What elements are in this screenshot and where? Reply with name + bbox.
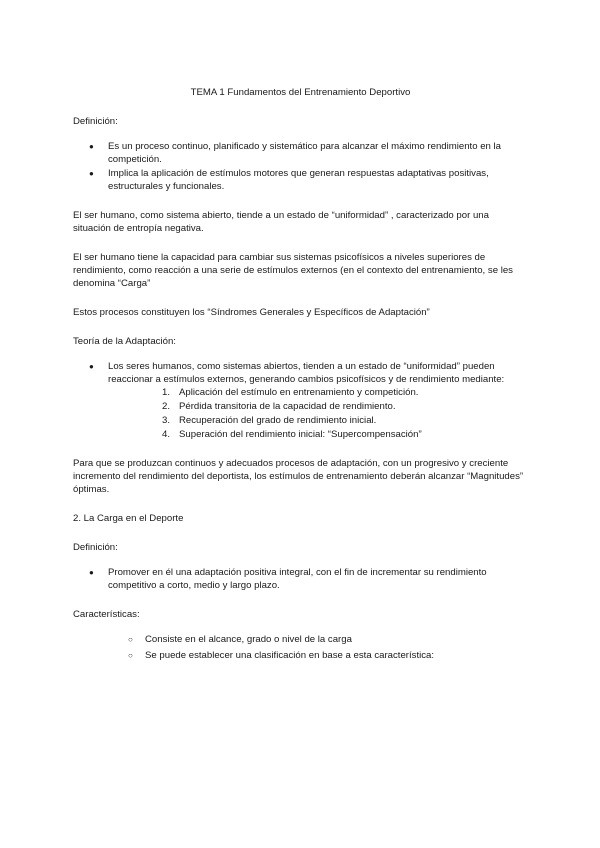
paragraph-magnitudes: Para que se produzcan continuos y adecuados procesos de adaptación, con un progresivo y creciente incremento del rendimiento del deportista, los estímulos de entrenamiento deberán alcanzar “Magnitudes” óptimas.: [73, 458, 524, 495]
numbered-item: [108, 400, 528, 413]
numbered-item: [108, 428, 528, 441]
paragraph-syndromes: Estos procesos constituyen los “Síndromes Generales y Específicos de Adaptación”: [73, 307, 430, 318]
step-text: Aplicación del estímulo en entrenamiento y competición.: [179, 387, 419, 398]
characteristics-heading: Características:: [73, 609, 140, 620]
bullet-icon: ●: [89, 362, 94, 371]
carga-definition-list: [73, 566, 528, 592]
theory-list: [73, 360, 528, 441]
step-number: 3.: [162, 415, 171, 426]
step-text: Superación del rendimiento inicial: “Supercompensación”: [179, 429, 422, 440]
list-item-text: Implica la aplicación de estímulos motores que generan respuestas adaptativas positivas, estructurales y funcionales.: [108, 168, 489, 192]
list-item-text: Consiste en el alcance, grado o nivel de la carga: [145, 634, 352, 645]
list-item-text: Los seres humanos, como sistemas abiertos, tienden a un estado de “uniformidad” pueden reaccionar a estímulos externos, generando cambios psicofísicos y de rendimiento mediante:: [108, 361, 505, 385]
step-number: 2.: [162, 401, 171, 412]
theory-steps: [108, 386, 528, 441]
circle-bullet-icon: ○: [128, 651, 133, 660]
document-page: [73, 86, 528, 665]
step-text: Pérdida transitoria de la capacidad de rendimiento.: [179, 401, 396, 412]
bullet-icon: ●: [89, 142, 94, 151]
list-item: [73, 633, 528, 646]
definition-list: [73, 140, 528, 193]
theory-heading: Teoría de la Adaptación:: [73, 336, 176, 347]
section-heading-carga: 2. La Carga en el Deporte: [73, 513, 184, 524]
step-number: 1.: [162, 387, 171, 398]
list-item: [73, 649, 528, 662]
paragraph-capacity: El ser humano tiene la capacidad para cambiar sus sistemas psicofísicos a niveles superiores de rendimiento, como reacción a una serie de estímulos externos (en el contexto del entrenamiento, se les denomina “Carga”: [73, 252, 513, 289]
definition-heading: Definición:: [73, 116, 118, 127]
definition-heading-carga: Definición:: [73, 542, 118, 553]
list-item-text: Se puede establecer una clasificación en base a esta característica:: [145, 650, 435, 661]
document-title: TEMA 1 Fundamentos del Entrenamiento Deportivo: [190, 87, 411, 98]
bullet-icon: ●: [89, 169, 94, 178]
step-text: Recuperación del grado de rendimiento inicial.: [179, 415, 377, 426]
list-item: [73, 167, 528, 193]
step-number: 4.: [162, 429, 171, 440]
list-item: [73, 566, 528, 592]
list-item: [73, 360, 528, 441]
numbered-item: [108, 414, 528, 427]
paragraph-open-system: El ser humano, como sistema abierto, tiende a un estado de “uniformidad” , caracterizado por una situación de entropía negativa.: [73, 210, 489, 234]
list-item-text: Es un proceso continuo, planificado y sistemático para alcanzar el máximo rendimiento en la competición.: [108, 141, 502, 165]
characteristics-list: [73, 633, 528, 662]
numbered-item: [108, 386, 528, 399]
bullet-icon: ●: [89, 568, 94, 577]
list-item-text: Promover en él una adaptación positiva integral, con el fin de incrementar su rendimiento competitivo a corto, medio y largo plazo.: [108, 567, 487, 591]
list-item: [73, 140, 528, 166]
circle-bullet-icon: ○: [128, 635, 133, 644]
